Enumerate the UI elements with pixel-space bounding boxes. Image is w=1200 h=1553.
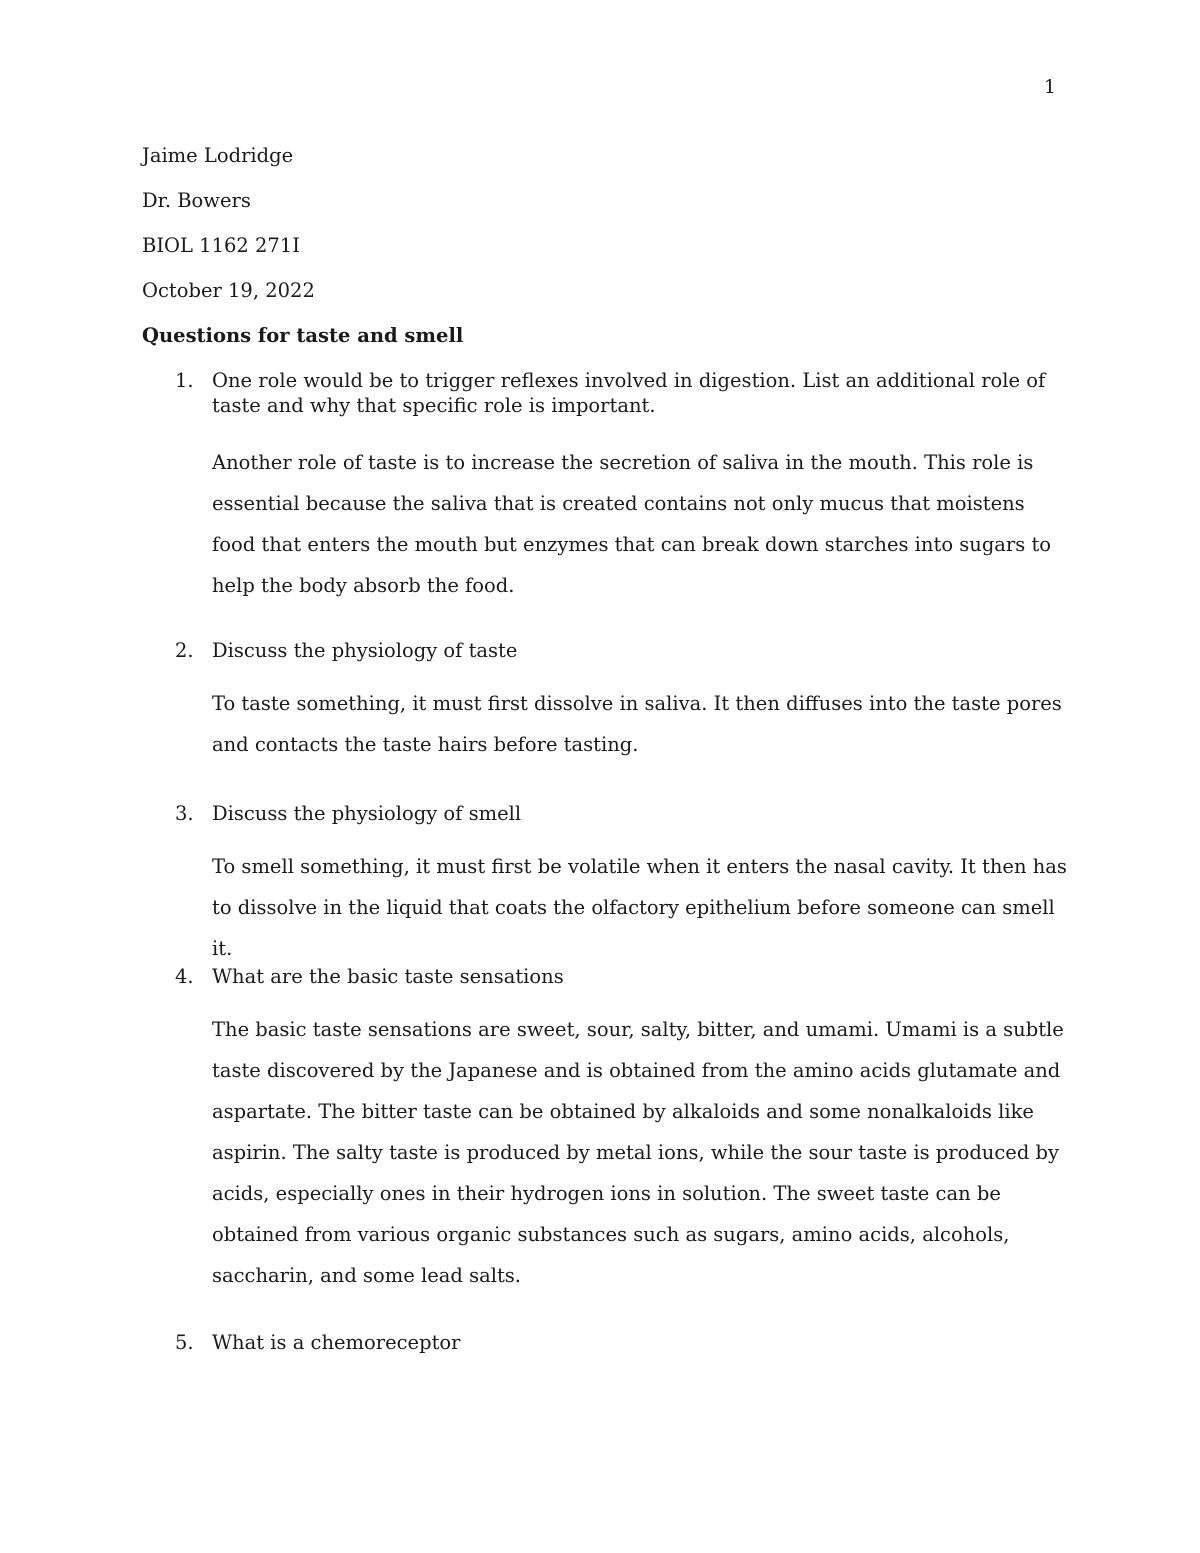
question-item bbox=[142, 964, 1072, 1296]
question-text: One role would be to trigger reflexes involved in digestion. List an additional role of taste and why that specific role is important. bbox=[212, 369, 1046, 417]
question-number: 4. bbox=[175, 965, 194, 988]
question-number: 2. bbox=[175, 639, 194, 662]
question-text: What is a chemoreceptor bbox=[212, 1331, 461, 1354]
answer-text: The basic taste sensations are sweet, sour, salty, bitter, and umami. Umami is a subtle taste discovered by the Japanese and is obtained from the amino acids glutamate and aspartate. The bitter taste can be obtained by alkaloids and some nonalkaloids like aspirin. The salty taste is produced by metal ions, while the sour taste is produced by acids, especially ones in their hydrogen ions in solution. The sweet taste can be obtained from various organic substances such as sugars, amino acids, alcohols, saccharin, and some lead salts. bbox=[212, 1018, 1064, 1287]
answer-text: Another role of taste is to increase the secretion of saliva in the mouth. This role is essential because the saliva that is created contains not only mucus that moistens food that enters the mouth but enzymes that can break down starches into sugars to help the body absorb the food. bbox=[212, 451, 1052, 597]
question-text: Discuss the physiology of taste bbox=[212, 639, 518, 662]
question-text: What are the basic taste sensations bbox=[212, 965, 564, 988]
question-number: 1. bbox=[175, 369, 194, 392]
question-item bbox=[142, 1330, 1072, 1355]
question-item bbox=[142, 638, 1072, 765]
document-title: Questions for taste and smell bbox=[142, 324, 464, 347]
author-name: Jaime Lodridge bbox=[142, 144, 294, 167]
question-item bbox=[142, 801, 1072, 969]
question-item bbox=[142, 368, 1072, 606]
document-date: October 19, 2022 bbox=[142, 279, 315, 302]
question-number: 3. bbox=[175, 802, 194, 825]
answer-text: To smell something, it must first be volatile when it enters the nasal cavity. It then has to dissolve in the liquid that coats the olfactory epithelium before someone can smell it. bbox=[212, 855, 1067, 960]
question-text: Discuss the physiology of smell bbox=[212, 802, 522, 825]
page-number: 1 bbox=[1043, 76, 1056, 98]
answer-text: To taste something, it must first dissolve in saliva. It then diffuses into the taste pores and contacts the taste hairs before tasting. bbox=[212, 692, 1062, 756]
course-code: BIOL 1162 271I bbox=[142, 234, 300, 257]
header-block bbox=[142, 142, 315, 322]
instructor-name: Dr. Bowers bbox=[142, 189, 251, 212]
question-number: 5. bbox=[175, 1331, 194, 1354]
